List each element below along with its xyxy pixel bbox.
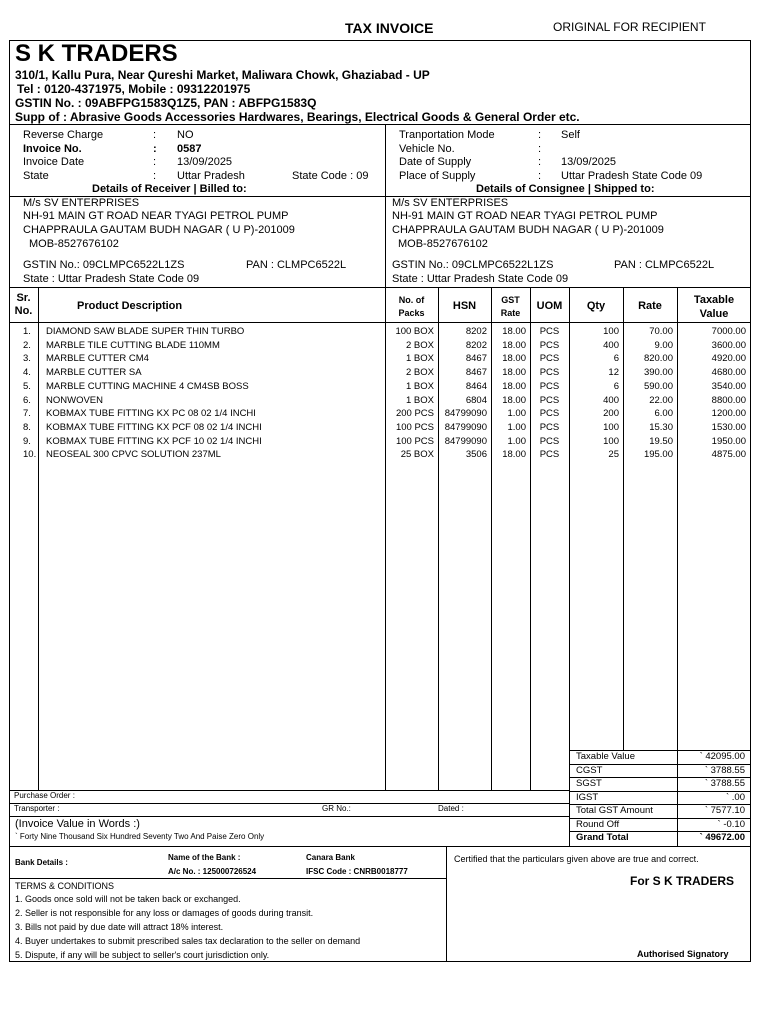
cell-sr: 3. — [23, 353, 31, 365]
cell-sr: 6. — [23, 394, 31, 406]
header-rate: Rate — [638, 300, 662, 312]
receiver-name: M/s SV ENTERPRISES — [23, 197, 140, 209]
cell-packs: 2 BOX — [406, 367, 434, 379]
header-hsn: HSN — [452, 300, 477, 312]
cell-qty: 25 — [608, 449, 619, 461]
supply-place-value: Uttar Pradesh State Code 09 — [561, 170, 703, 182]
cell-value: 4680.00 — [711, 367, 746, 379]
cell-value: 3600.00 — [711, 339, 746, 351]
cell-hsn: 84799090 — [444, 435, 487, 447]
cell-desc: KOBMAX TUBE FITTING KX PCF 08 02 1/4 INCHI — [46, 421, 262, 433]
cell-qty: 100 — [603, 326, 619, 337]
cell-rate: 19.50 — [649, 435, 673, 447]
cell-desc: DIAMOND SAW BLADE SUPER THIN TURBO — [46, 326, 245, 337]
terms-item: 5. Dispute, if any will be subject to seller's court jurisdiction only. — [15, 950, 270, 960]
receiver-address-line2: CHAPPRAULA GAUTAM BUDH NAGAR ( U P)-201009 — [23, 224, 295, 236]
cell-packs: 1 BOX — [406, 394, 434, 406]
cell-hsn: 84799090 — [444, 408, 487, 420]
cell-packs: 1 BOX — [406, 353, 434, 365]
header-taxable-2: Value — [699, 308, 729, 320]
cell-uom: PCS — [539, 449, 560, 461]
cell-hsn: 3506 — [465, 449, 487, 461]
state-code: State Code : 09 — [292, 170, 369, 182]
cell-gst: 1.00 — [507, 421, 526, 433]
colon: : — [153, 129, 157, 141]
cell-desc: MARBLE CUTTER SA — [46, 367, 142, 379]
cell-rate: 70.00 — [649, 326, 673, 337]
cell-value: 3540.00 — [711, 380, 746, 392]
total-label: IGST — [576, 791, 599, 803]
cell-uom: PCS — [539, 380, 560, 392]
seller-address: 310/1, Kallu Pura, Near Qureshi Market, Maliwara Chowk, Ghaziabad - UP — [15, 68, 430, 82]
bank-account: A/c No. : 125000726524 — [168, 867, 257, 876]
reverse-charge-label: Reverse Charge — [23, 129, 104, 141]
cell-sr: 2. — [23, 339, 31, 351]
cell-gst: 18.00 — [502, 326, 526, 337]
colon: : — [153, 170, 157, 182]
cell-gst: 1.00 — [507, 408, 526, 420]
document-title: TAX INVOICE — [345, 20, 434, 36]
cell-hsn: 8467 — [465, 353, 487, 365]
cell-desc: MARBLE CUTTING MACHINE 4 CM4SB BOSS — [46, 380, 249, 392]
total-value: ` 3788.55 — [704, 778, 745, 789]
colon: : — [153, 143, 157, 155]
cell-rate: 15.30 — [649, 421, 673, 433]
cell-value: 4920.00 — [711, 353, 746, 365]
cell-packs: 1 BOX — [406, 380, 434, 392]
cell-qty: 400 — [603, 339, 619, 351]
cell-value: 7000.00 — [711, 326, 746, 337]
cell-desc: KOBMAX TUBE FITTING KX PC 08 02 1/4 INCHI — [46, 408, 256, 420]
cell-rate: 9.00 — [654, 339, 673, 351]
cell-desc: NEOSEAL 300 CPVC SOLUTION 237ML — [46, 449, 221, 461]
seller-contact: Tel : 0120-4371975, Mobile : 09312201975 — [17, 82, 251, 96]
cell-sr: 9. — [23, 435, 31, 447]
cell-uom: PCS — [539, 326, 560, 337]
cell-packs: 100 PCS — [395, 421, 434, 433]
cell-value: 4875.00 — [711, 449, 746, 461]
consignee-address-line2: CHAPPRAULA GAUTAM BUDH NAGAR ( U P)-201009 — [392, 224, 664, 236]
cell-qty: 400 — [603, 394, 619, 406]
reverse-charge-value: NO — [177, 129, 194, 141]
cell-desc: KOBMAX TUBE FITTING KX PCF 10 02 1/4 INCHI — [46, 435, 262, 447]
header-uom: UOM — [536, 300, 563, 312]
cell-value: 8800.00 — [711, 394, 746, 406]
cell-packs: 100 BOX — [395, 326, 434, 337]
cell-value: 1200.00 — [711, 408, 746, 420]
gr-no: GR No.: — [322, 804, 351, 813]
authorised-signatory: Authorised Signatory — [637, 949, 729, 959]
invoice-no-value: 0587 — [177, 143, 202, 155]
cell-sr: 7. — [23, 408, 31, 420]
dated: Dated : — [438, 804, 464, 813]
cell-qty: 200 — [603, 408, 619, 420]
state-label: State — [23, 170, 49, 182]
bank-ifsc: IFSC Code : CNRB0018777 — [306, 867, 408, 876]
supply-date-value: 13/09/2025 — [561, 156, 617, 168]
cell-qty: 100 — [603, 421, 619, 433]
transport-mode-value: Self — [561, 129, 580, 141]
transport-mode-label: Tranportation Mode — [399, 129, 495, 141]
cell-uom: PCS — [539, 339, 560, 351]
header-sr: Sr. — [16, 292, 31, 304]
consignee-mobile: MOB-8527676102 — [398, 238, 488, 250]
cell-hsn: 8202 — [465, 339, 487, 351]
terms-heading: TERMS & CONDITIONS — [15, 881, 115, 891]
purchase-order: Purchase Order : — [14, 791, 75, 800]
total-label: Total GST Amount — [576, 805, 653, 816]
vehicle-label: Vehicle No. — [399, 143, 455, 155]
cell-value: 1950.00 — [711, 435, 746, 447]
state-value: Uttar Pradesh — [177, 170, 245, 182]
supply-place-label: Place of Supply — [399, 170, 476, 182]
terms-item: 4. Buyer undertakes to submit prescribed sales tax declaration to the seller on demand — [15, 936, 361, 946]
cell-sr: 10. — [23, 449, 37, 461]
cell-uom: PCS — [539, 408, 560, 420]
cell-rate: 590.00 — [643, 380, 673, 392]
bank-details-label: Bank Details : — [15, 858, 68, 867]
cell-sr: 8. — [23, 421, 31, 433]
cell-qty: 100 — [603, 435, 619, 447]
colon: : — [538, 129, 542, 141]
terms-item: 2. Seller is not responsible for any loss or damages of goods during transit. — [15, 908, 314, 918]
cell-rate: 820.00 — [643, 353, 673, 365]
receiver-mobile: MOB-8527676102 — [29, 238, 119, 250]
header-taxable-1: Taxable — [693, 294, 735, 306]
consignee-gstin: GSTIN No.: 09CLMPC6522L1ZS — [392, 259, 554, 271]
cell-gst: 1.00 — [507, 435, 526, 447]
consignee-address-line1: NH-91 MAIN GT ROAD NEAR TYAGI PETROL PUMP — [392, 210, 658, 222]
copy-label: ORIGINAL FOR RECIPIENT — [553, 20, 706, 34]
consignee-heading: Details of Consignee | Shipped to: — [476, 183, 655, 195]
total-value: ` 7577.10 — [704, 805, 745, 816]
cell-gst: 18.00 — [502, 353, 526, 365]
seller-gstin-pan: GSTIN No. : 09ABFPG1583Q1Z5, PAN : ABFPG1583Q — [15, 96, 317, 110]
total-value: ` 42095.00 — [699, 751, 745, 762]
cell-uom: PCS — [539, 394, 560, 406]
colon: : — [538, 156, 542, 168]
receiver-address-line1: NH-91 MAIN GT ROAD NEAR TYAGI PETROL PUMP — [23, 210, 289, 222]
cell-hsn: 8464 — [465, 380, 487, 392]
total-value: ` .00 — [725, 791, 745, 803]
cell-packs: 2 BOX — [406, 339, 434, 351]
total-value: ` 49672.00 — [699, 832, 745, 843]
consignee-pan: PAN : CLMPC6522L — [614, 259, 715, 271]
header-no: No. — [14, 305, 33, 317]
total-label: CGST — [576, 764, 603, 776]
header-gst-1: GST — [501, 295, 520, 305]
consignee-name: M/s SV ENTERPRISES — [392, 197, 509, 209]
header-description: Product Description — [77, 300, 183, 312]
cell-qty: 6 — [613, 380, 619, 392]
total-label: Taxable Value — [576, 751, 635, 762]
cell-desc: NONWOVEN — [46, 394, 103, 406]
header-qty: Qty — [586, 300, 606, 312]
cell-packs: 25 BOX — [400, 449, 434, 461]
cell-gst: 18.00 — [502, 339, 526, 351]
seller-supplier-of: Supp of : Abrasive Goods Accessories Hardwares, Bearings, Electrical Goods & General Order etc. — [15, 110, 580, 124]
cell-rate: 22.00 — [649, 394, 673, 406]
total-label: SGST — [576, 778, 602, 789]
bank-name-value: Canara Bank — [306, 853, 355, 862]
cell-sr: 5. — [23, 380, 31, 392]
cell-gst: 18.00 — [502, 367, 526, 379]
receiver-gstin: GSTIN No.: 09CLMPC6522L1ZS — [23, 259, 185, 271]
cell-gst: 18.00 — [502, 380, 526, 392]
cell-sr: 4. — [23, 367, 31, 379]
cell-uom: PCS — [539, 421, 560, 433]
total-label: Round Off — [576, 818, 620, 830]
transporter: Transporter : — [14, 804, 60, 813]
receiver-state: State : Uttar Pradesh State Code 09 — [23, 273, 200, 285]
cell-hsn: 8467 — [465, 367, 487, 379]
seller-name: S K TRADERS — [15, 40, 178, 67]
colon: : — [538, 170, 542, 182]
terms-item: 3. Bills not paid by due date will attract 18% interest. — [15, 922, 224, 932]
cell-uom: PCS — [539, 435, 560, 447]
words-label: (Invoice Value in Words :) — [15, 818, 140, 830]
cell-hsn: 6804 — [465, 394, 487, 406]
bank-name-label: Name of the Bank : — [168, 853, 241, 862]
cell-hsn: 84799090 — [444, 421, 487, 433]
certification-text: Certified that the particulars given above are true and correct. — [454, 854, 699, 864]
receiver-pan: PAN : CLMPC6522L — [246, 259, 347, 271]
cell-qty: 12 — [608, 367, 619, 379]
colon: : — [153, 156, 157, 168]
terms-item: 1. Goods once sold will not be taken back or exchanged. — [15, 894, 241, 904]
total-value: ` 3788.55 — [704, 764, 745, 776]
header-packs-2: Packs — [398, 308, 425, 318]
for-company: For S K TRADERS — [630, 874, 735, 888]
colon: : — [538, 143, 542, 155]
cell-packs: 200 PCS — [395, 408, 434, 420]
cell-sr: 1. — [23, 326, 31, 337]
cell-gst: 18.00 — [502, 394, 526, 406]
cell-gst: 18.00 — [502, 449, 526, 461]
cell-hsn: 8202 — [465, 326, 487, 337]
header-packs-1: No. of — [398, 295, 425, 305]
amount-in-words: ` Forty Nine Thousand Six Hundred Seventy Two And Paise Zero Only — [15, 832, 265, 841]
cell-uom: PCS — [539, 353, 560, 365]
consignee-state: State : Uttar Pradesh State Code 09 — [392, 273, 569, 285]
cell-uom: PCS — [539, 367, 560, 379]
header-gst-2: Rate — [500, 308, 521, 318]
invoice-date-value: 13/09/2025 — [177, 156, 233, 168]
receiver-heading: Details of Receiver | Billed to: — [92, 183, 247, 195]
cell-packs: 100 PCS — [395, 435, 434, 447]
cell-rate: 390.00 — [643, 367, 673, 379]
supply-date-label: Date of Supply — [399, 156, 472, 168]
total-value: ` -0.10 — [717, 818, 745, 830]
cell-qty: 6 — [613, 353, 619, 365]
cell-rate: 195.00 — [643, 449, 673, 461]
invoice-no-label: Invoice No. — [23, 143, 82, 155]
cell-desc: MARBLE TILE CUTTING BLADE 110MM — [46, 339, 220, 351]
cell-desc: MARBLE CUTTER CM4 — [46, 353, 149, 365]
invoice-date-label: Invoice Date — [23, 156, 85, 168]
cell-rate: 6.00 — [654, 408, 673, 420]
cell-value: 1530.00 — [711, 421, 746, 433]
total-label: Grand Total — [576, 832, 629, 843]
